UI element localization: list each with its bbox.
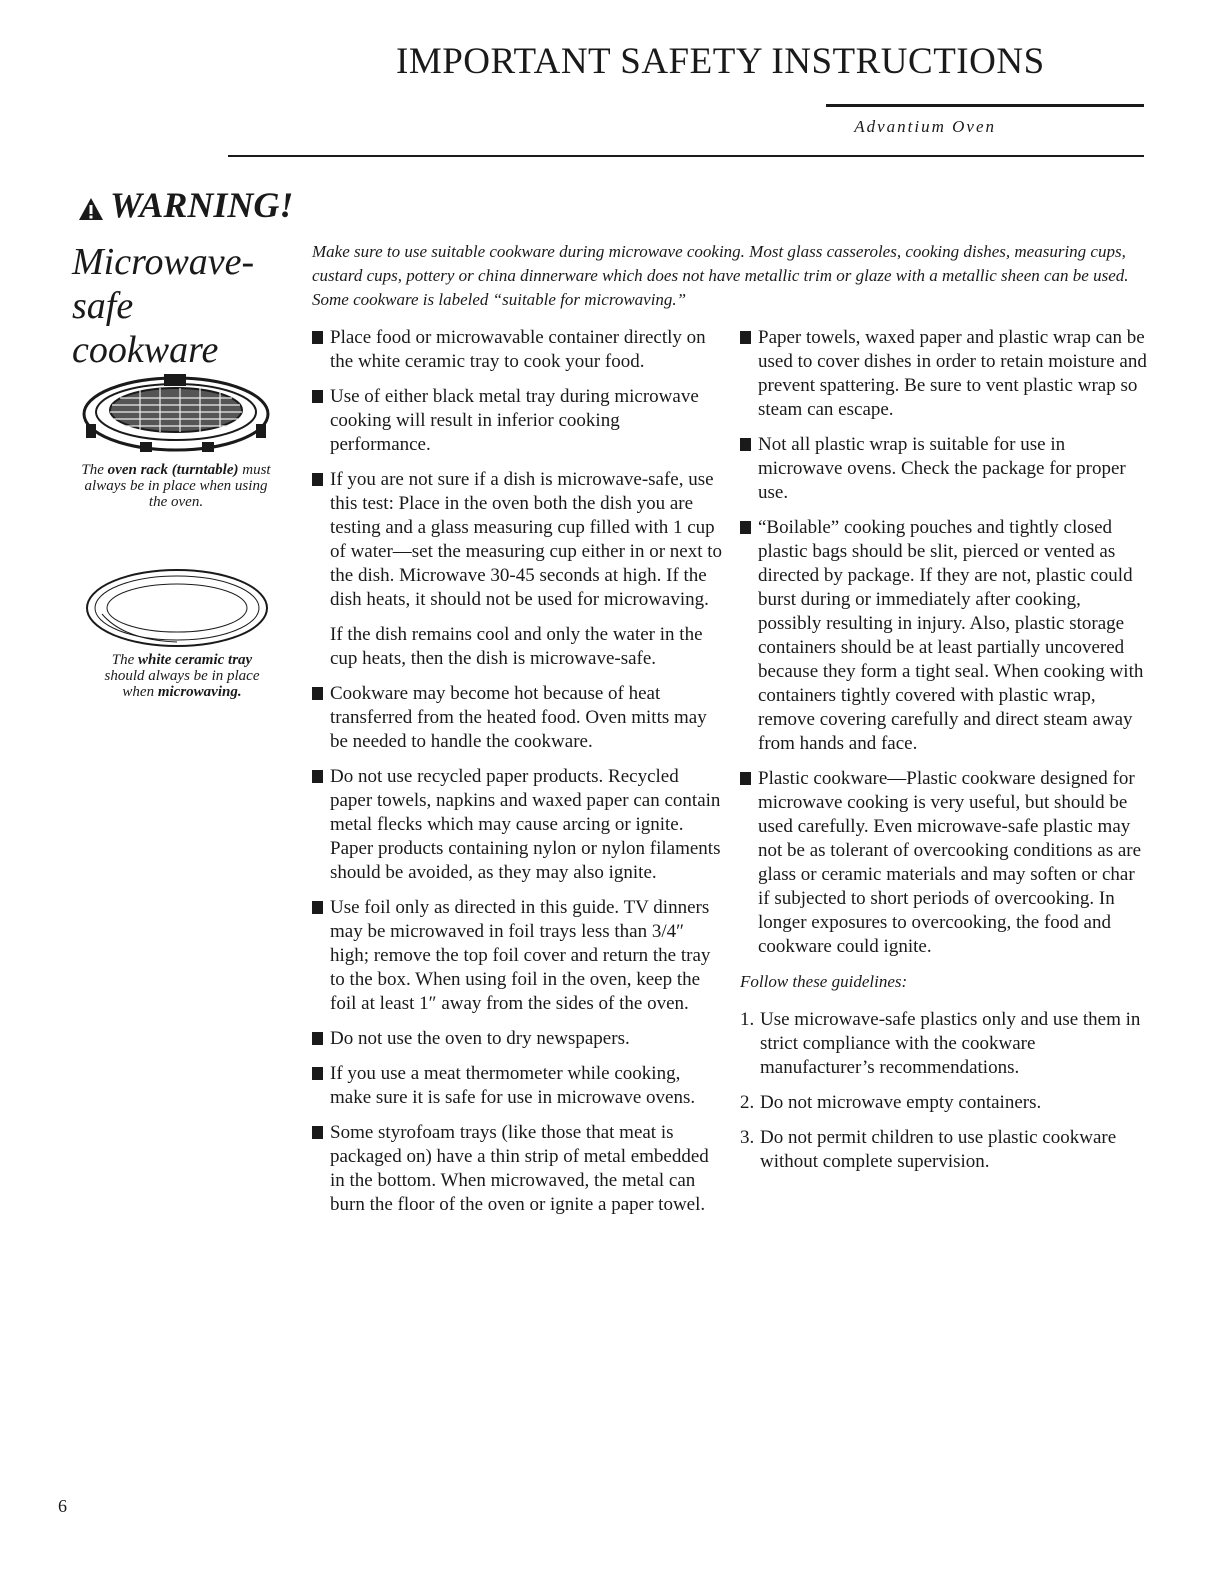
oven-rack-caption: The oven rack (turntable) must always be in place when using the oven. — [81, 462, 271, 510]
guidelines-heading: Follow these guidelines: — [740, 972, 908, 991]
bullet-square-icon — [740, 438, 751, 451]
header-rule-short — [826, 104, 1144, 107]
section-title: Microwave-safe cookware — [72, 241, 255, 371]
middle-column — [312, 326, 722, 1228]
page-title: IMPORTANT SAFETY INSTRUCTIONS — [396, 41, 1045, 82]
bullet-square-icon — [740, 772, 751, 785]
list-item: Some styrofoam trays (like those that meat is packaged on) have a thin strip of metal embedded in the bottom. When microwaved, the metal can burn the floor of the oven or ignite a paper towel. — [312, 1121, 722, 1217]
list-item: Place food or microwavable container directly on the white ceramic tray to cook your food. — [312, 326, 722, 374]
bullet-square-icon — [740, 521, 751, 534]
list-item: Use of either black metal tray during microwave cooking will result in inferior cooking performance. — [312, 385, 722, 457]
header-rule-long — [228, 155, 1144, 157]
right-column — [740, 326, 1148, 1185]
list-item-continuation: If the dish remains cool and only the water in the cup heats, then the dish is microwave-safe. — [330, 624, 703, 669]
list-item: Paper towels, waxed paper and plastic wrap can be used to cover dishes in order to retain moisture and prevent spattering. Be sure to vent plastic wrap so steam can escape. — [740, 326, 1148, 422]
list-item: Use foil only as directed in this guide. TV dinners may be microwaved in foil trays less than 3/4″ high; remove the top foil cover and return the tray to the box. When using foil in the oven, keep the foil at least 1″ away from the sides of the oven. — [312, 896, 722, 1016]
bullet-square-icon — [312, 687, 323, 700]
warning-label: WARNING! — [110, 185, 294, 225]
bullet-square-icon — [312, 331, 323, 344]
oven-rack-illustration — [80, 368, 272, 458]
bullet-square-icon — [312, 770, 323, 783]
white-tray-illustration — [84, 566, 270, 650]
page-subtitle: Advantium Oven — [854, 117, 996, 136]
list-item: If you use a meat thermometer while cooking, make sure it is safe for use in microwave ovens. — [312, 1062, 722, 1110]
list-item: Cookware may become hot because of heat transferred from the heated food. Oven mitts may be needed to handle the cookware. — [312, 682, 722, 754]
bullet-square-icon — [312, 1126, 323, 1139]
warning-heading — [78, 184, 293, 230]
bullet-square-icon — [740, 331, 751, 344]
bullet-square-icon — [312, 473, 323, 486]
bullet-square-icon — [312, 1067, 323, 1080]
list-item: Do not use recycled paper products. Recycled paper towels, napkins and waxed paper can contain metal flecks which may cause arcing or ignite. Paper products containing nylon or nylon filaments should be avoided, as they may also ignite. — [312, 765, 722, 885]
list-item: Plastic cookware—Plastic cookware designed for microwave cooking is very useful, but should be used carefully. Even microwave-safe plastic may not be as tolerant of overcooking conditions as are glass or ceramic materials and may soften or char if subjected to short periods of overcooking. In longer exposures to overcooking, the food and cookware could ignite. — [740, 767, 1148, 959]
bullet-square-icon — [312, 1032, 323, 1045]
list-item: Do not use the oven to dry newspapers. — [312, 1027, 722, 1051]
guideline-item: 3. Do not permit children to use plastic cookware without complete supervision. — [740, 1127, 1117, 1172]
list-item: If you are not sure if a dish is microwave-safe, use this test: Place in the oven both the dish you are testing and a glass measuring cup filled with 1 cup of water—set the measuring cup either in or next to the dish. Microwave 30-45 seconds at high. If the dish heats, it should not be used for microwaving. — [312, 468, 722, 612]
list-item: Not all plastic wrap is suitable for use in microwave ovens. Check the package for proper use. — [740, 433, 1148, 505]
bullet-square-icon — [312, 901, 323, 914]
page-number: 6 — [58, 1496, 67, 1516]
bullet-square-icon — [312, 390, 323, 403]
warning-icon — [78, 188, 104, 230]
guideline-item: 1. Use microwave-safe plastics only and use them in strict compliance with the cookware manufacturer’s recommendations. — [740, 1009, 1141, 1078]
white-tray-caption: The white ceramic tray should always be in place when microwaving. — [104, 652, 260, 700]
intro-paragraph: Make sure to use suitable cookware during microwave cooking. Most glass casseroles, cooking dishes, measuring cups, custard cups, pottery or china dinnerware which does not have metallic trim or glaze with a metallic sheen can be used. Some cookware is labeled “suitable for microwaving.” — [312, 242, 1129, 309]
list-item: “Boilable” cooking pouches and tightly closed plastic bags should be slit, pierced or vented as directed by package. If they are not, plastic could burst during or immediately after cooking, possibly resulting in injury. Also, plastic storage containers should be at least partially uncovered because they form a tight seal. When cooking with containers tightly covered with plastic wrap, remove covering carefully and direct steam away from hands and face. — [740, 516, 1148, 756]
guideline-item: 2. Do not microwave empty containers. — [740, 1092, 1042, 1113]
